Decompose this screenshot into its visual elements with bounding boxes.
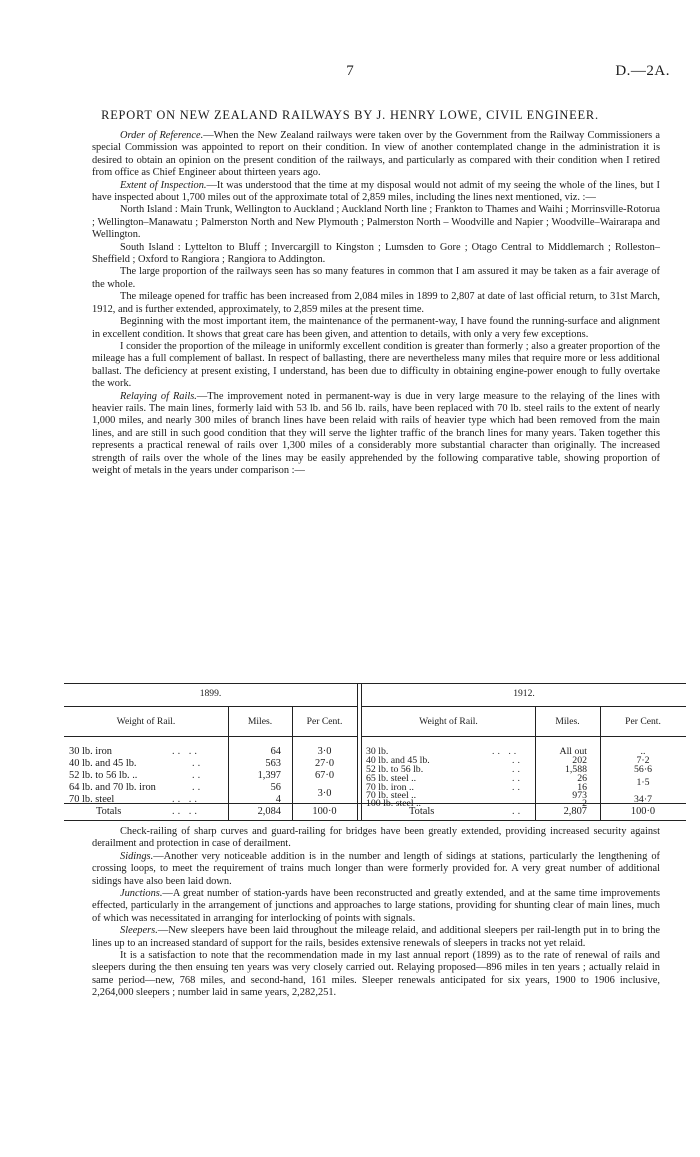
dot-leader: .. .. — [172, 806, 200, 817]
table-cell-miles: 56 — [270, 782, 281, 793]
paragraph — [92, 391, 660, 478]
rail-weight-table — [64, 683, 686, 821]
table-cell-miles: 202 — [572, 755, 587, 766]
table-cell-weight: 52 lb. to 56 lb. — [366, 764, 424, 775]
table-cell-weight: 30 lb. iron — [69, 746, 113, 757]
paragraph-heading: Junctions. — [120, 888, 163, 900]
year-heading-1899: 1899. — [199, 688, 222, 699]
dot-leader: .. .. — [172, 746, 200, 757]
dot-leader: .. — [512, 806, 524, 817]
paragraph-text: The mileage opened for traffic has been increased from 2,084 miles in 1899 to 2,807 at date of last official return, to 31st March, 1912, and is further extended, approximately, to 2,859 miles at the present time. — [92, 291, 660, 315]
paragraph — [92, 180, 660, 205]
paragraph-text: I consider the proportion of the mileage in uniformly excellent condition is greater than formerly ; also a greater proportion of the mileage has a full complement of ballast. In respect of ballasting, there are nevertheless many miles that require more or less additional ballast. The deficiency at present existing, I understand, has been due to difficulty in obtaining engine-power enough to fully overtake the work. — [92, 340, 660, 390]
paragraph — [92, 888, 660, 925]
body-text-bottom — [92, 826, 660, 1000]
table-cell-miles: 1,397 — [257, 770, 281, 781]
paragraph-text: South Island : Lyttelton to Bluff ; Invercargill to Kingston ; Lumsden to Gore ; Otago Central to Middlemarch ; Rolleston–Sheffield ; Oxford to Rangiora ; Rangiora to Addington. — [92, 241, 660, 266]
paragraph-text: —When the New Zealand railways were taken over by the Government from the Railway Commissioners a special Commission was appointed to report on their condition. In view of another contemplated change in the administration it is desired to obtain an opinion on the present condition of the railways, and particularly as compared with their condition when I retired from office as Chief Engineer about thirteen years ago. — [92, 130, 660, 179]
total-per-cent-1912: 100·0 — [630, 806, 656, 817]
dot-leader: .. — [192, 782, 204, 793]
table-rule — [64, 736, 357, 737]
table-cell-per-cent: 3·0 — [317, 746, 332, 757]
dot-leader: .. .. — [492, 746, 520, 757]
table-cell-weight: 30 lb. — [366, 746, 389, 757]
paragraph — [92, 291, 660, 316]
table-cell-weight: 64 lb. and 70 lb. iron — [69, 782, 156, 793]
paragraph-heading: Order of Reference. — [120, 130, 204, 141]
table-cell-per-cent: .. — [640, 746, 646, 757]
header-per-cent: Per Cent. — [306, 716, 343, 727]
totals-label: Totals — [409, 806, 435, 817]
total-miles-1912: 2,807 — [563, 806, 587, 817]
total-per-cent-1899: 100·0 — [312, 806, 337, 817]
paragraph — [92, 925, 660, 950]
table-rule — [362, 706, 686, 707]
total-miles-1899: 2,084 — [257, 806, 281, 817]
report-title: REPORT ON NEW ZEALAND RAILWAYS BY J. HENRY LOWE, CIVIL ENGINEER. — [101, 108, 599, 122]
header-miles: Miles. — [247, 716, 273, 727]
table-cell-per-cent: 56·6 — [634, 764, 652, 775]
table-cell-miles: 2 — [582, 798, 587, 809]
paragraph-text: —It was understood that the time at my disposal would not admit of my seeing the whole of the lines, but I have inspected about 1,700 miles out of the approximate total of 2,859 miles, including the lines next mentioned, viz. :— — [92, 179, 660, 204]
paragraph-text: —Another very noticeable addition is in the number and length of sidings at stations, particularly the lengthening of crossing loops, to meet the requirement of trains much longer than were formerly provided for. A very great number of additional sidings have also been laid down. — [92, 850, 660, 887]
dot-leader: .. — [512, 782, 523, 793]
paragraph — [92, 204, 660, 241]
dot-leader: .. — [512, 773, 523, 784]
paragraph-heading: Sleepers. — [120, 925, 158, 937]
table-cell-miles: 563 — [265, 758, 281, 769]
dot-leader: .. — [512, 755, 523, 766]
paragraph-text: —New sleepers have been laid throughout the mileage relaid, and additional sleepers per rail-length put in to bring the lines up to an increased standard of support for the rails, besides extensive renewals of sleepers in tracks not yet relaid. — [92, 925, 660, 949]
header-weight: Weight of Rail. — [419, 716, 478, 727]
paragraph — [92, 950, 660, 1000]
table-cell-miles: 4 — [275, 794, 281, 805]
header-per-cent: Per Cent. — [625, 716, 661, 727]
table-cell-weight: 52 lb. to 56 lb. .. — [69, 770, 138, 781]
paragraph-text: North Island : Main Trunk, Wellington to Auckland ; Auckland North line ; Frankton to Thames and Waihi ; Morrinsville-Rotorua ; Wellington–Manawatu ; Palmerston North and New Plymouth ; Palmerston North – Woodville and Napier ; Woodville–Wairarapa and Wellington. — [92, 204, 660, 241]
table-cell-miles: 1,588 — [564, 764, 587, 775]
document-reference: D.—2A. — [615, 63, 670, 79]
table-cell-weight: 65 lb. steel .. — [366, 773, 417, 784]
header-weight: Weight of Rail. — [116, 716, 176, 727]
table-rule — [357, 683, 358, 821]
paragraph — [92, 851, 660, 888]
paragraph — [92, 266, 660, 291]
table-cell-weight: 70 lb. steel — [69, 794, 115, 805]
table-cell-per-cent: 27·0 — [314, 758, 335, 769]
header-miles: Miles. — [555, 716, 580, 727]
dot-leader: .. .. — [172, 794, 200, 805]
table-rule — [361, 683, 362, 821]
table-cell-weight: 40 lb. and 45 lb. — [366, 755, 430, 766]
paragraph-text: It is a satisfaction to note that the recommendation made in my last annual report (1899) as to the rate of renewal of rails and sleepers during the then ensuing ten years was very closely carried out. Relaying proposed—896 miles in ten years ; actually relaid in same period—new, 768 miles, and second-hand, 161 miles. Sleeper renewals anticipated for six years, 1900 to 1906 inclusive, 2,264,000 sleepers ; number laid in same years, 2,282,251. — [92, 950, 660, 999]
table-cell-miles: 64 — [270, 746, 281, 757]
table-cell-per-cent-bracketed: 3·0 — [317, 788, 332, 799]
table-cell-miles: 16 — [577, 782, 587, 793]
table-cell-per-cent: 7·2 — [636, 755, 650, 766]
dot-leader: .. — [192, 758, 204, 769]
page-number: 7 — [346, 63, 354, 79]
paragraph — [92, 826, 660, 851]
table-cell-miles: 26 — [577, 773, 587, 784]
paragraph-heading: Extent of Inspection. — [120, 179, 207, 191]
paragraph — [92, 341, 660, 391]
table-cell-miles: 973 — [572, 790, 587, 801]
table-cell-weight: 70 lb. steel .. — [366, 790, 417, 801]
paragraph-text: —The improvement noted in permanent-way is due in very large measure to the relaying of the lines with heavier rails. The main lines, formerly laid with 53 lb. and 56 lb. rails, have been replaced with 70 lb. steel rails to the extent of nearly 1,000 miles, and nearly 300 miles of branch lines have been relaid with rails of heavier type which had been removed from the main lines, and are still in such good condition that they will serve the lighter traffic of the branch lines for many years. Taken together this represents a practical renewal of rails over 1,300 miles of a considerably more substantial character than originally. The increased strength of rails over the whole of the lines may be easily apprehended by the following comparative table, showing proportion of weight of metals in the years under comparison :— — [92, 390, 660, 476]
table-cell-per-cent-bracketed: 34·7 — [634, 794, 652, 805]
paragraph — [92, 130, 660, 180]
dot-leader: .. — [512, 764, 523, 775]
table-rule — [64, 683, 686, 684]
totals-label: Totals — [96, 806, 122, 817]
table-cell-weight: 40 lb. and 45 lb. — [69, 758, 137, 769]
table-cell-per-cent: 67·0 — [314, 770, 335, 781]
paragraph-heading: Relaying of Rails. — [120, 390, 197, 402]
dot-leader: .. — [192, 770, 204, 781]
paragraph-text: The large proportion of the railways seen has so many features in common that I am assured it may be taken as a fair average of the whole. — [92, 266, 660, 290]
paragraph-text: Check-railing of sharp curves and guard-railing for bridges have been greatly extended, providing increased security against derailment and protection in case of derailment. — [92, 826, 660, 850]
year-heading-1912: 1912. — [513, 688, 535, 699]
paragraph — [92, 242, 660, 267]
body-text-top — [92, 130, 660, 477]
table-rule — [362, 736, 686, 737]
table-cell-per-cent-bracketed: 1·5 — [636, 777, 650, 788]
paragraph-text: Beginning with the most important item, the maintenance of the permanent-way, I have found the running-surface and alignment in excellent condition. It shows that great care has been given, and attention to details, with only a very few exceptions. — [92, 316, 660, 340]
paragraph-heading: Sidings. — [120, 850, 154, 862]
table-cell-miles: All out — [559, 746, 587, 757]
table-rule — [64, 820, 686, 821]
paragraph — [92, 316, 660, 341]
table-cell-weight: 70 lb. iron .. — [366, 782, 414, 793]
paragraph-text: —A great number of station-yards have been reconstructed and greatly extended, and at the same time improvements effected, particularly in the arrangement of junctions and approaches to large stations, providing for shunting clear of main lines, much of which was necessitated in arranging for interlocking of points with signals. — [92, 888, 660, 924]
table-rule — [64, 706, 357, 707]
table-cell-weight: 100 lb. steel .. — [366, 798, 421, 809]
